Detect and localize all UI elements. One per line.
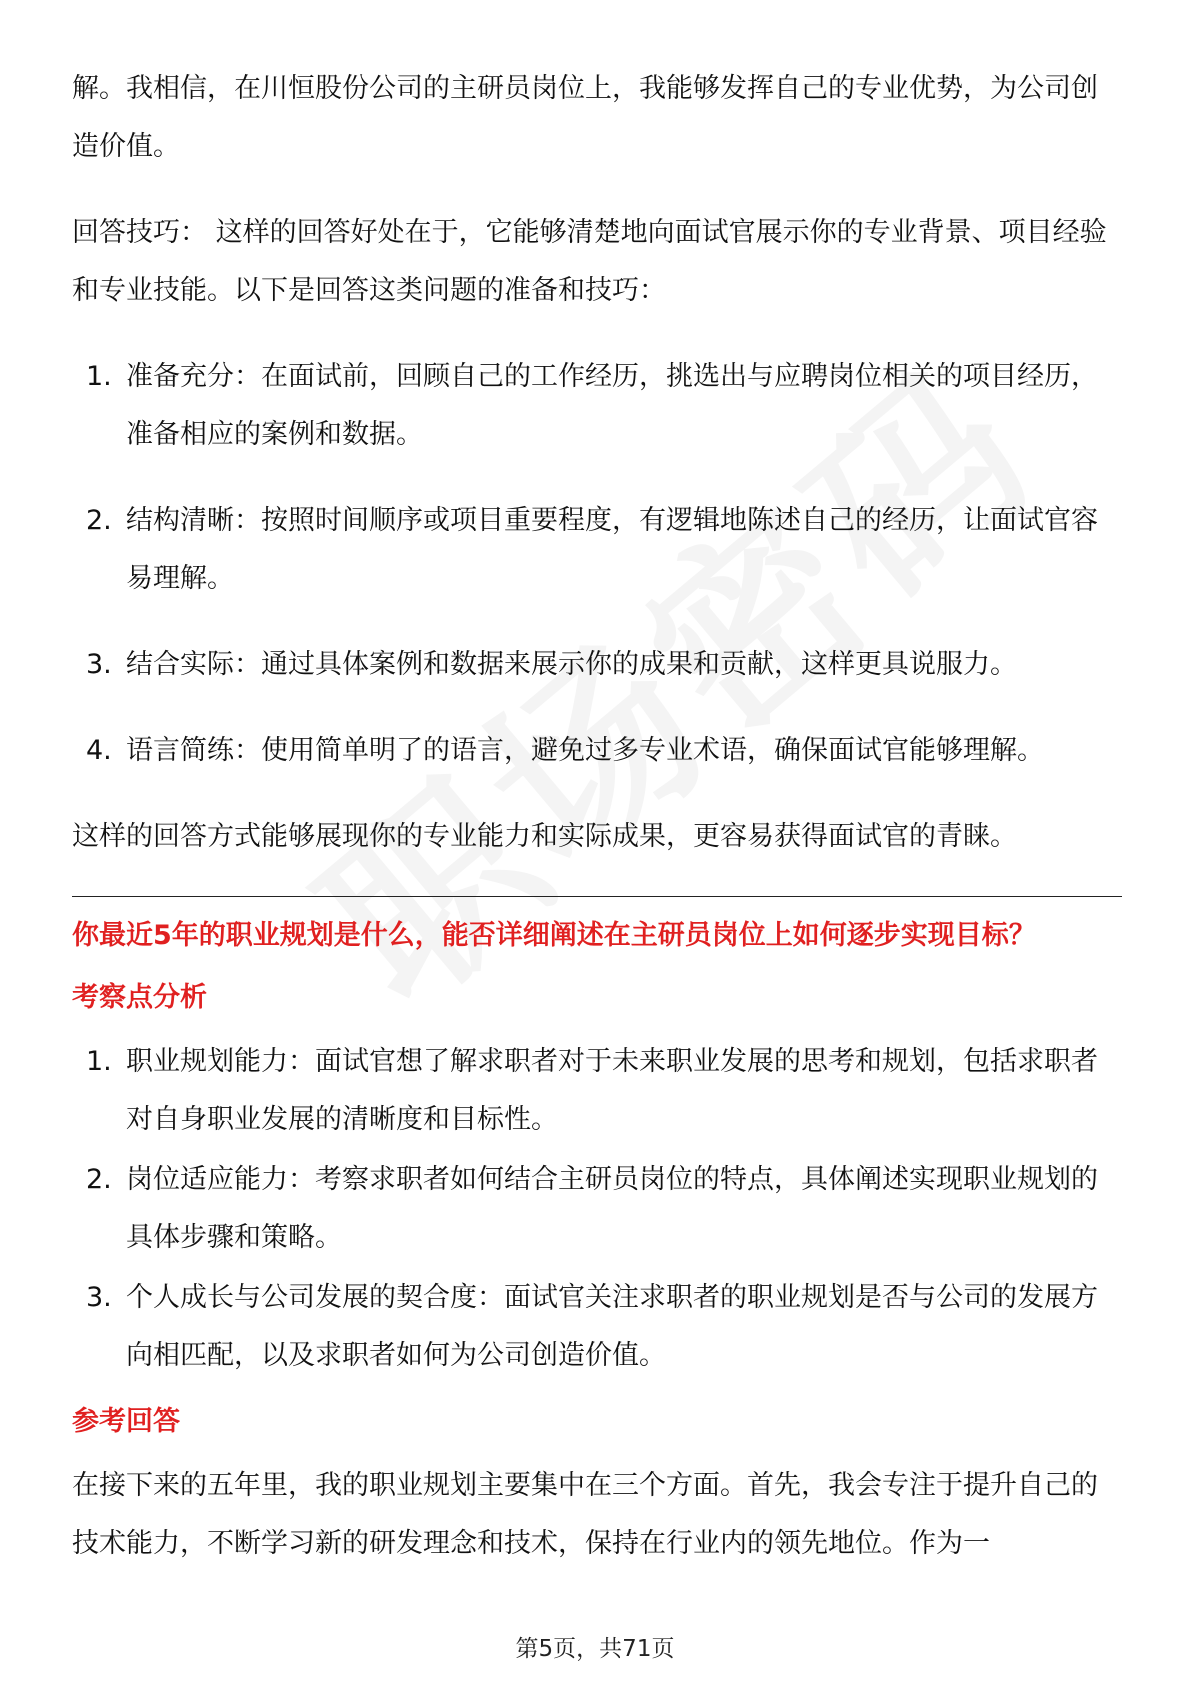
analysis-list (72, 1033, 1122, 1385)
list-item: 2. 岗位适应能力：考察求职者如何结合主研员岗位的特点，具体阐述实现职业规划的具体步骤和策略。 (86, 1164, 1098, 1253)
page-number: 第5页，共71页 (515, 1636, 675, 1662)
list-item: 2. 结构清晰：按照时间顺序或项目重要程度，有逻辑地陈述自己的经历，让面试官容易理解。 (86, 505, 1098, 594)
tips-paragraph: 回答技巧： 这样的回答好处在于，它能够清楚地向面试官展示你的专业背景、项目经验和专业技能。以下是回答这类问题的准备和技巧： (72, 217, 1107, 306)
section-divider (72, 896, 1122, 897)
tips-list (72, 348, 1122, 780)
list-item: 1. 职业规划能力：面试官想了解求职者对于未来职业发展的思考和规划，包括求职者对自身职业发展的清晰度和目标性。 (86, 1046, 1098, 1135)
answer-heading: 参考回答 (72, 1406, 180, 1437)
answer-paragraph: 在接下来的五年里，我的职业规划主要集中在三个方面。首先，我会专注于提升自己的技术能力，不断学习新的研发理念和技术，保持在行业内的领先地位。作为一 (72, 1470, 1098, 1559)
list-item: 4. 语言简练：使用简单明了的语言，避免过多专业术语，确保面试官能够理解。 (86, 735, 1044, 766)
page-content (72, 60, 1122, 1573)
list-item: 3. 结合实际：通过具体案例和数据来展示你的成果和贡献，这样更具说服力。 (86, 649, 1017, 680)
list-item: 1. 准备充分：在面试前，回顾自己的工作经历，挑选出与应聘岗位相关的项目经历，准备相应的案例和数据。 (86, 361, 1098, 450)
list-item: 3. 个人成长与公司发展的契合度：面试官关注求职者的职业规划是否与公司的发展方向相匹配，以及求职者如何为公司创造价值。 (86, 1282, 1098, 1371)
intro-paragraph: 解。我相信，在川恒股份公司的主研员岗位上，我能够发挥自己的专业优势，为公司创造价值。 (72, 73, 1098, 162)
summary-paragraph: 这样的回答方式能够展现你的专业能力和实际成果，更容易获得面试官的青睐。 (72, 821, 1017, 852)
question-title: 你最近5年的职业规划是什么，能否详细阐述在主研员岗位上如何逐步实现目标？ (72, 920, 1036, 951)
analysis-heading: 考察点分析 (72, 982, 207, 1013)
